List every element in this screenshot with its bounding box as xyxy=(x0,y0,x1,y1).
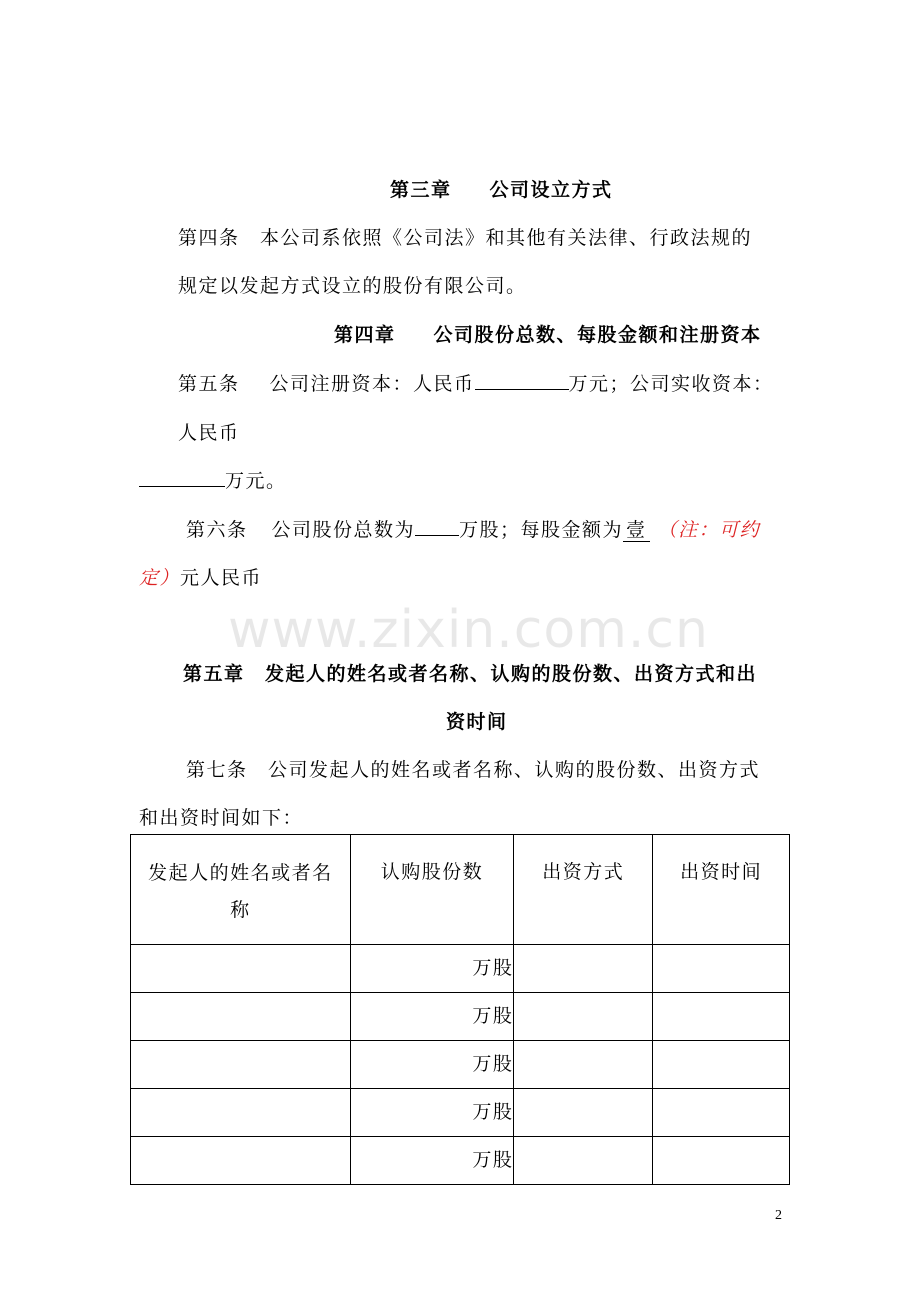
article5-prefix: 第五条 xyxy=(178,373,240,395)
time-cell[interactable] xyxy=(653,1041,790,1089)
chapter5-heading-line1: 第五章 发起人的姓名或者名称、认购的股份数、出资方式和出 xyxy=(183,663,758,685)
article5-line1 xyxy=(178,369,774,396)
par-value-amount: 壹 xyxy=(623,519,650,542)
paid-in-capital-blank[interactable] xyxy=(139,468,225,487)
method-cell[interactable] xyxy=(514,1089,653,1137)
header-founder-name-line1: 发起人的姓名或者名 xyxy=(148,862,333,884)
article5-text1: 公司注册资本：人民币 xyxy=(269,373,475,395)
method-cell[interactable] xyxy=(514,1137,653,1185)
article6-prefix: 第六条 xyxy=(186,519,248,541)
registered-capital-blank[interactable] xyxy=(475,371,569,390)
article5-line3-suffix: 万元。 xyxy=(225,470,287,492)
table-row xyxy=(131,993,790,1041)
founder-name-cell[interactable] xyxy=(131,1041,351,1089)
article5-text2: 万元；公司实收资本： xyxy=(568,373,774,395)
founder-name-cell[interactable] xyxy=(131,993,351,1041)
table-row xyxy=(131,1089,790,1137)
time-cell[interactable] xyxy=(653,1089,790,1137)
total-shares-blank[interactable] xyxy=(415,517,459,536)
article4-line1: 第四条 本公司系依照《公司法》和其他有关法律、行政法规的 xyxy=(178,227,753,249)
article5-line2: 人民币 xyxy=(178,422,240,444)
article6-text2: 万股；每股金额为 xyxy=(459,519,624,541)
header-contribution-method: 出资方式 xyxy=(514,835,653,945)
article7-line1: 第七条 公司发起人的姓名或者名称、认购的股份数、出资方式 xyxy=(186,759,761,781)
article6-text1: 公司股份总数为 xyxy=(271,519,416,541)
article5-line3 xyxy=(139,466,287,493)
page-number: 2 xyxy=(775,1208,782,1223)
header-founder-name xyxy=(131,835,351,945)
time-cell[interactable] xyxy=(653,945,790,993)
shares-cell[interactable]: 万股 xyxy=(350,993,514,1041)
chapter5-heading-line2: 资时间 xyxy=(446,711,508,733)
chapter4-heading xyxy=(334,320,762,347)
founder-name-cell[interactable] xyxy=(131,1137,351,1185)
table-row xyxy=(131,1041,790,1089)
article4-line2: 规定以发起方式设立的股份有限公司。 xyxy=(178,275,527,297)
time-cell[interactable] xyxy=(653,993,790,1041)
article6-line1 xyxy=(186,515,760,542)
method-cell[interactable] xyxy=(514,1041,653,1089)
founders-table xyxy=(130,834,790,1185)
chapter3-title: 公司设立方式 xyxy=(489,179,613,201)
article7-line2: 和出资时间如下： xyxy=(139,807,304,829)
table-row xyxy=(131,945,790,993)
founder-name-cell[interactable] xyxy=(131,1089,351,1137)
header-subscribed-shares: 认购股份数 xyxy=(350,835,514,945)
method-cell[interactable] xyxy=(514,945,653,993)
method-cell[interactable] xyxy=(514,993,653,1041)
shares-cell[interactable]: 万股 xyxy=(350,1041,514,1089)
table-row xyxy=(131,1137,790,1185)
shares-cell[interactable]: 万股 xyxy=(350,945,514,993)
article6-line2 xyxy=(139,563,262,590)
table-header-row xyxy=(131,835,790,945)
shares-cell[interactable]: 万股 xyxy=(350,1137,514,1185)
header-founder-name-line2: 称 xyxy=(230,899,251,921)
article6-note-part2: 定） xyxy=(139,567,181,589)
header-contribution-time: 出资时间 xyxy=(653,835,790,945)
time-cell[interactable] xyxy=(653,1137,790,1185)
chapter4-title: 公司股份总数、每股金额和注册资本 xyxy=(433,324,762,346)
shares-cell[interactable]: 万股 xyxy=(350,1089,514,1137)
chapter3-heading xyxy=(390,175,613,202)
chapter3-number: 第三章 xyxy=(390,179,452,201)
watermark: www.zixin.com.cn xyxy=(228,600,709,660)
founder-name-cell[interactable] xyxy=(131,945,351,993)
article6-suffix: 元人民币 xyxy=(180,567,263,589)
chapter4-number: 第四章 xyxy=(334,324,396,346)
article6-note-part1: （注：可约 xyxy=(657,519,761,541)
